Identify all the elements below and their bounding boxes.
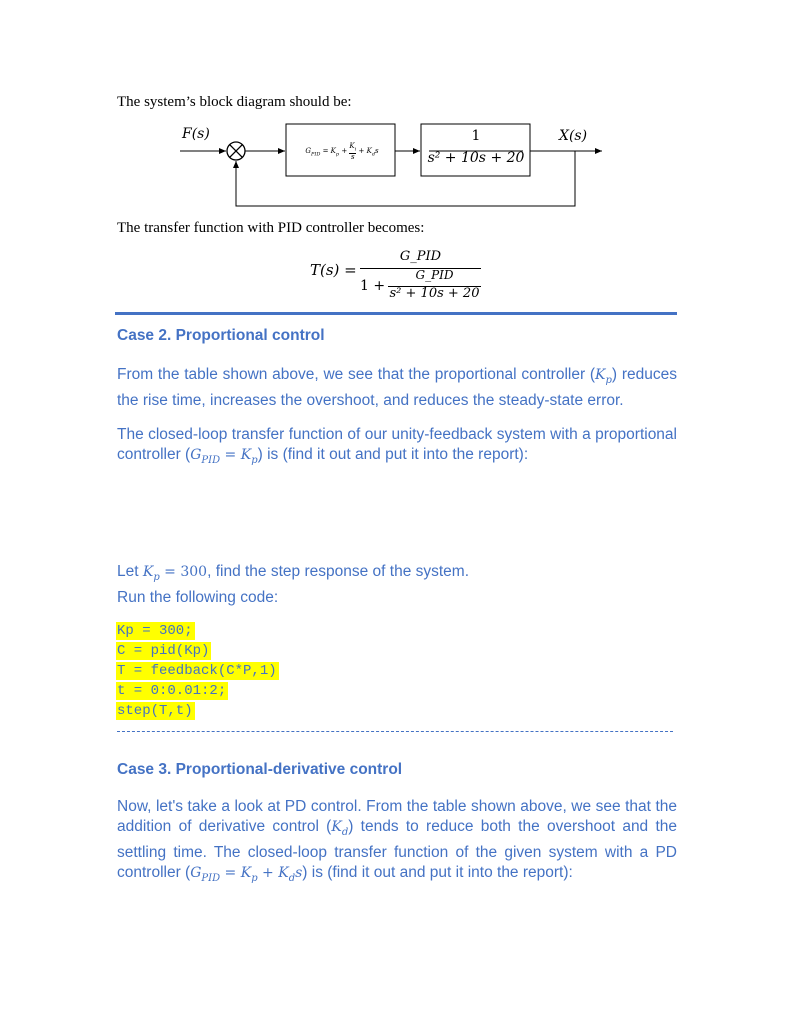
tf-inner-denominator: s² + 10s + 20: [389, 286, 480, 301]
tf-numerator: G_PID: [399, 249, 442, 264]
transfer-intro: The transfer function with PID controller becomes:: [117, 220, 425, 236]
dashed-separator: [117, 731, 673, 732]
code-line: step(T,t): [117, 703, 193, 719]
plant-denominator: s² + 10s + 20: [427, 150, 525, 166]
case2-paragraph-2: The closed-loop transfer function of our unity-feedback system with a proportional controller $(G_{PID} = K_p)$ is (find it out and put it into the report):: [117, 426, 677, 466]
block-diagram: [170, 118, 620, 212]
case2-title: Case 2. Proportional control: [117, 327, 325, 344]
block-diagram-intro: The system’s block diagram should be:: [117, 94, 352, 110]
plant-numerator: 1: [471, 128, 481, 144]
case2-paragraph-3: Let $K_p = 300$, find the step response of the system. Run the following code:: [117, 563, 470, 606]
input-label: F(s): [182, 126, 210, 142]
section-divider: [115, 312, 677, 315]
code-line: t = 0:0.01:2;: [117, 683, 227, 699]
tf-lhs: T(s) =: [310, 261, 357, 279]
tf-denominator-lead: 1 +: [360, 278, 386, 294]
case2-paragraph-1: From the table shown above, we see that the proportional controller $(K_p)$ reduces the rise time, increases the overshoot, and reduces the steady-state error.: [117, 366, 677, 409]
code-line: C = pid(Kp): [117, 643, 210, 659]
case3-title: Case 3. Proportional-derivative control: [117, 761, 403, 778]
controller-expression: $G_{PID} = K_p$ + $\frac{K_i}{s}$ + $K_ds$: [305, 141, 379, 162]
output-label: X(s): [559, 128, 588, 144]
code-line: T = feedback(C*P,1): [117, 663, 277, 679]
case3-paragraph-1: Now, let's take a look at PD control. From the table shown above, we see that the addition of derivative control $(K_d)$ tends to reduce both the overshoot and the settling time. The closed-loop transfer function of the given system with a PD controller $(G_{PID} = K_p + K_ds)$ is (find it out and put it into the report):: [117, 798, 678, 884]
code-line: Kp = 300;: [117, 623, 193, 639]
tf-inner-numerator: G_PID: [415, 268, 454, 282]
